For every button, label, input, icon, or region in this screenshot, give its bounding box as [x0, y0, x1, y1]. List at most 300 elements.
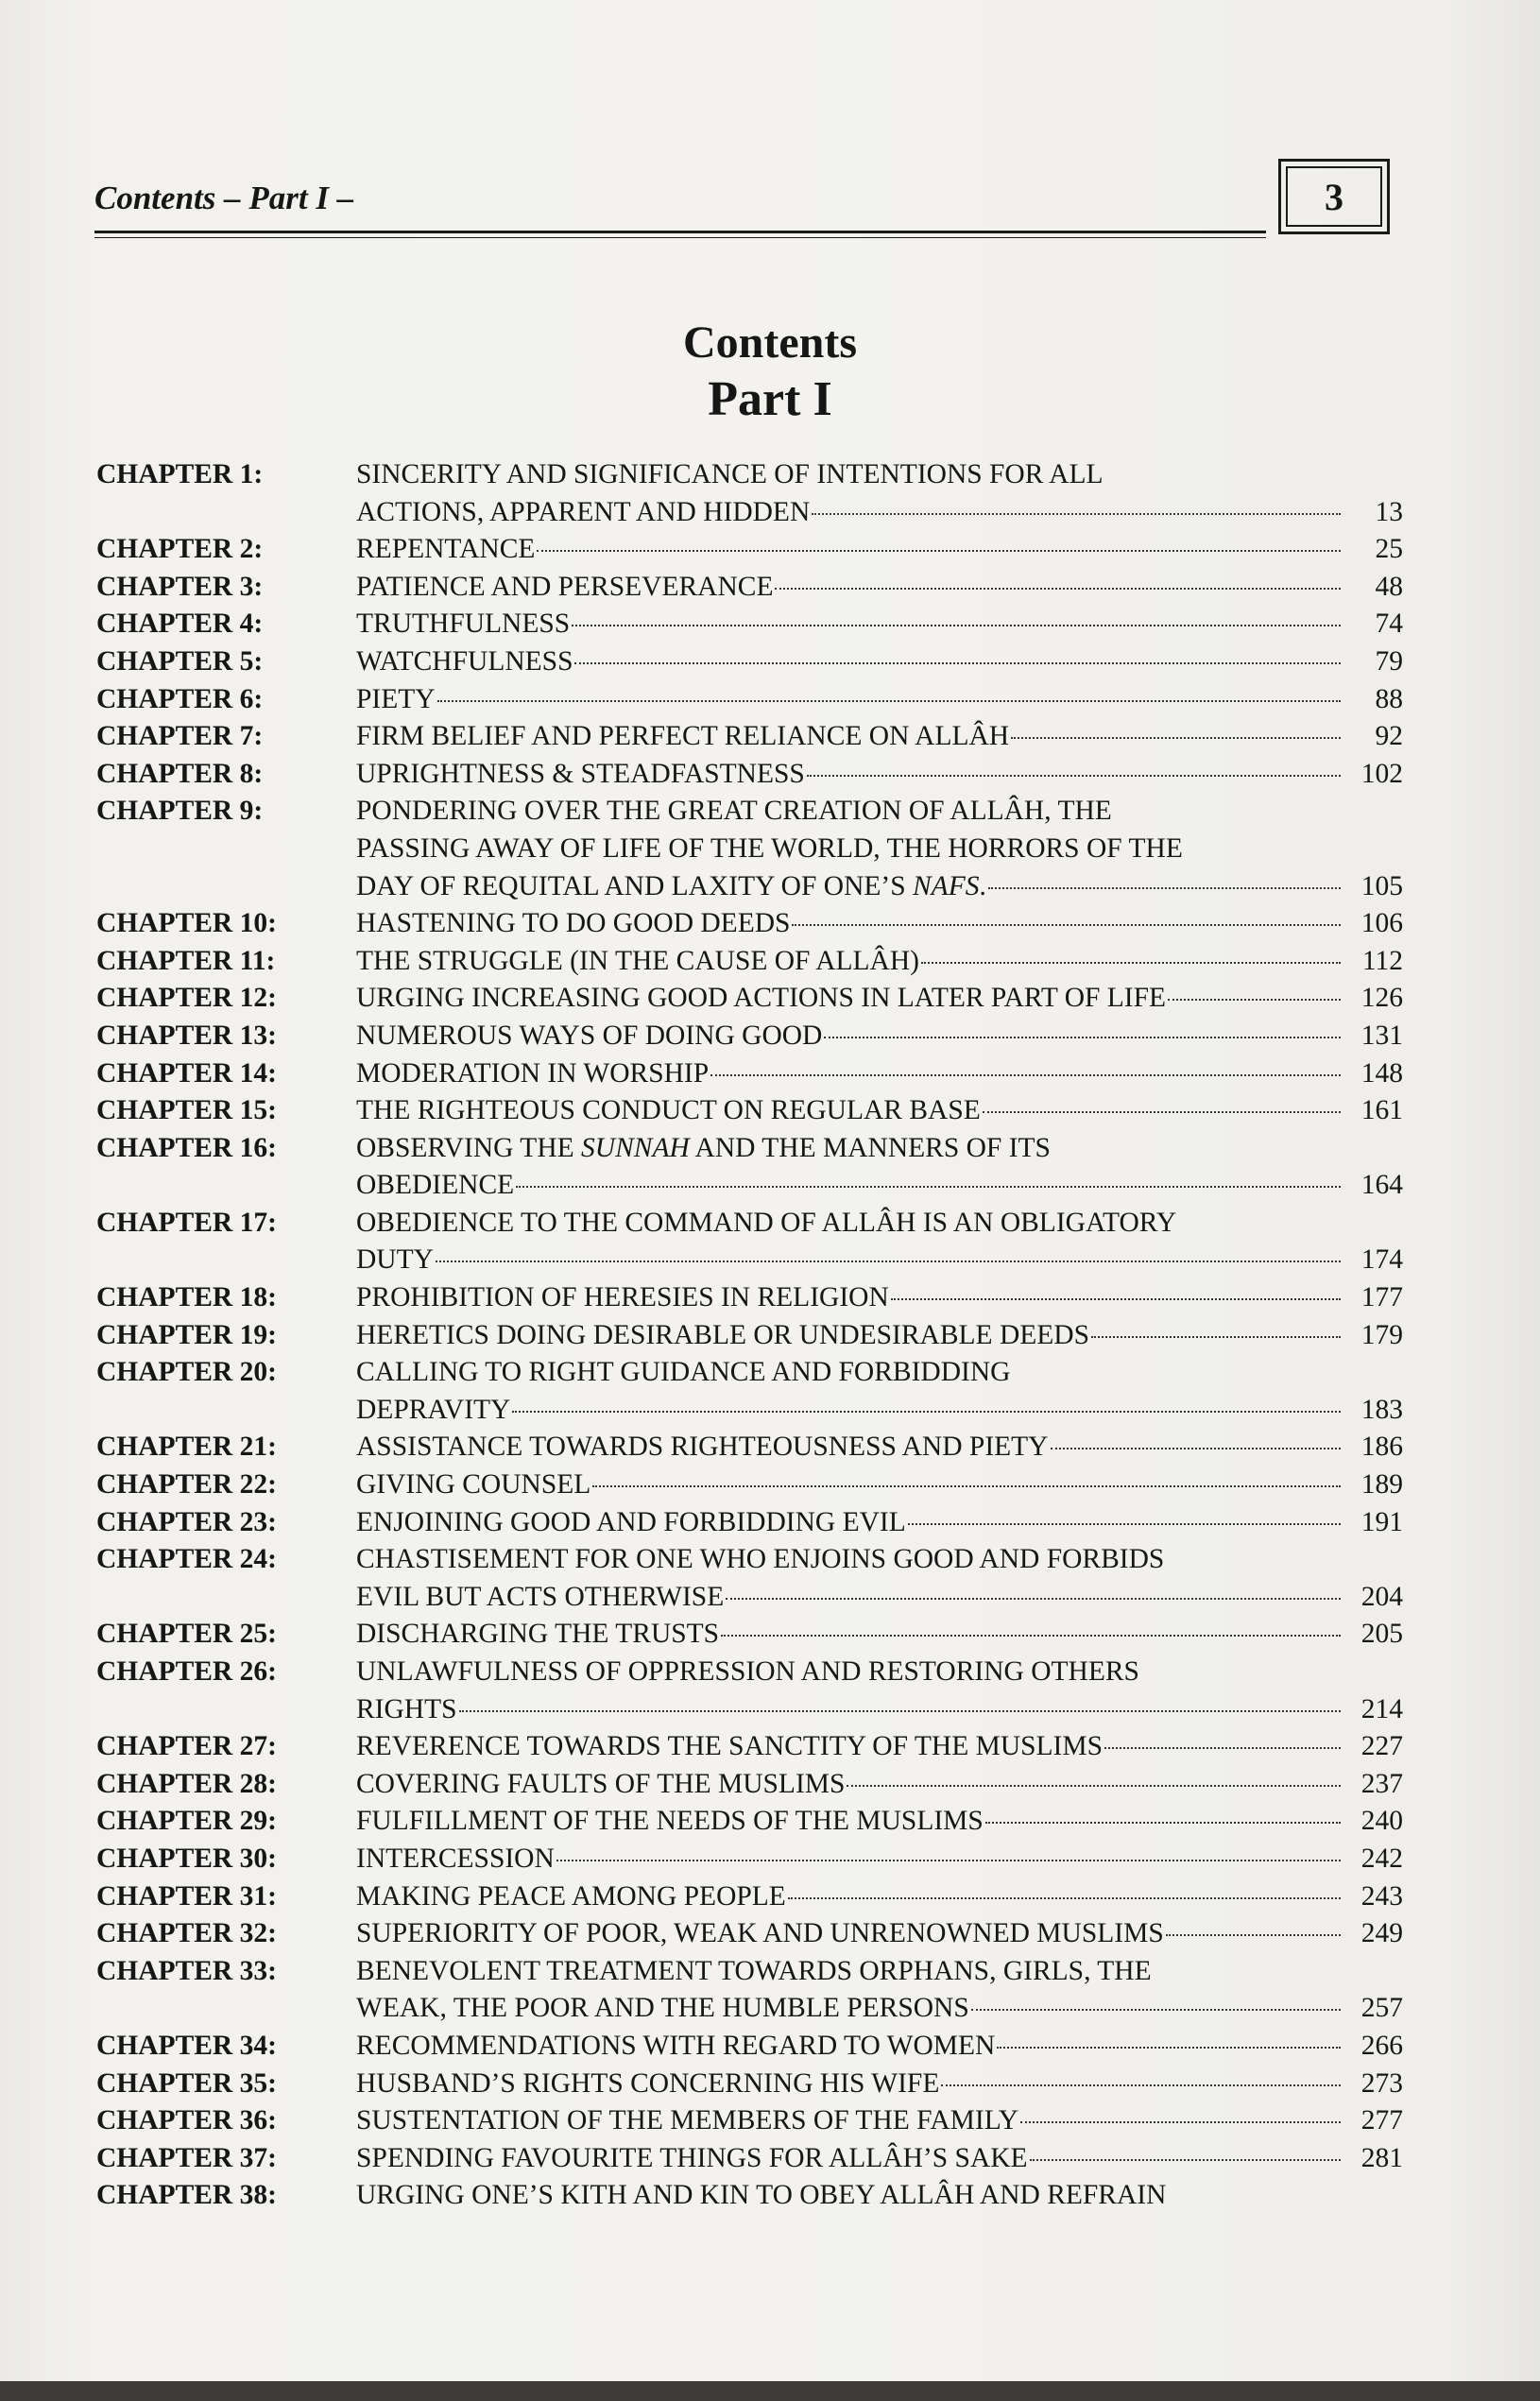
- chapter-title-line: [356, 1691, 1403, 1729]
- title-segment: URGING INCREASING GOOD ACTIONS IN LATER PART OF LIFE: [356, 983, 1167, 1014]
- page-number: 257: [1360, 1993, 1403, 2024]
- chapter-title: [356, 1018, 1403, 1055]
- page-number: 249: [1360, 1918, 1403, 1949]
- chapter-title: [356, 756, 1403, 794]
- chapter-label: CHAPTER 38:: [96, 2180, 277, 2211]
- chapter-label: CHAPTER 1:: [96, 459, 264, 489]
- chapter-title-text: [356, 494, 810, 532]
- toc-entry: [94, 1953, 1403, 2028]
- page-number: 25: [1375, 534, 1403, 565]
- chapter-title-line: [356, 2028, 1403, 2066]
- leader-dots: [921, 962, 1341, 964]
- title-segment: DEPRAVITY: [356, 1394, 511, 1425]
- chapter-label: CHAPTER 20:: [96, 1357, 277, 1388]
- chapter-title-line: [356, 569, 1403, 607]
- chapter-label: CHAPTER 3:: [96, 571, 264, 602]
- toc-entry: [94, 1466, 1403, 1504]
- chapter-label: CHAPTER 25:: [96, 1619, 277, 1650]
- chapter-title-line: [356, 1616, 1403, 1654]
- chapter-title: [356, 1915, 1403, 1953]
- page-number: 277: [1360, 2105, 1403, 2136]
- chapter-title-text: [356, 1616, 719, 1654]
- page-number: 74: [1375, 609, 1403, 640]
- page-number: 266: [1360, 2030, 1403, 2061]
- chapter-title-line: [356, 905, 1403, 943]
- chapter-title-text: [356, 943, 919, 981]
- chapter-title: [356, 1130, 1403, 1205]
- chapter-title-line: [356, 868, 1403, 906]
- chapter-title-line: [356, 718, 1403, 756]
- page-number: 106: [1360, 908, 1403, 939]
- chapter-title: [356, 456, 1403, 531]
- leader-dots: [792, 924, 1341, 926]
- chapter-title-text: [356, 606, 570, 643]
- chapter-title-line: [356, 1018, 1403, 1055]
- chapter-title: [356, 606, 1403, 643]
- page-number: 79: [1375, 645, 1403, 677]
- chapter-title-text: [356, 980, 1166, 1018]
- chapter-title-line: CALLING TO RIGHT GUIDANCE AND FORBIDDING: [356, 1357, 1011, 1388]
- chapter-title: [356, 980, 1403, 1018]
- title-segment: TRUTHFULNESS: [356, 609, 571, 640]
- chapter-title-line: [356, 1392, 1403, 1430]
- chapter-title: [356, 1429, 1403, 1466]
- chapter-label: CHAPTER 32:: [96, 1918, 277, 1949]
- chapter-title-text: [356, 531, 535, 569]
- toc-entry: [94, 1092, 1403, 1130]
- leader-dots: [812, 513, 1341, 515]
- chapter-title-line: [356, 2177, 1403, 2215]
- header-rule-thin: [94, 237, 1266, 238]
- chapter-title-line: [356, 2102, 1403, 2140]
- chapter-title-text: [356, 1429, 1049, 1466]
- title-segment: NUMEROUS WAYS OF DOING GOOD: [356, 1020, 823, 1051]
- page-number: 48: [1375, 571, 1403, 602]
- chapter-title-line: [356, 531, 1403, 569]
- chapter-title: [356, 2066, 1403, 2103]
- title-segment: UPRIGHTNESS & STEADFASTNESS: [356, 758, 805, 789]
- toc-entry: [94, 569, 1403, 607]
- chapter-label: CHAPTER 37:: [96, 2142, 277, 2173]
- title-segment: ENJOINING GOOD AND FORBIDDING EVIL: [356, 1506, 906, 1537]
- chapter-title-line: [356, 1167, 1403, 1205]
- toc-entry: [94, 2177, 1403, 2215]
- toc-entry: [94, 793, 1403, 905]
- title-segment: REPENTANCE: [356, 534, 536, 565]
- chapter-label: CHAPTER 23:: [96, 1506, 277, 1537]
- chapter-title: [356, 1841, 1403, 1878]
- chapter-title-line: [356, 1429, 1403, 1466]
- leader-dots: [537, 550, 1341, 552]
- page-number: 189: [1360, 1469, 1403, 1501]
- leader-dots: [437, 700, 1341, 702]
- leader-dots: [788, 1897, 1341, 1899]
- title-segment: URGING ONE’S KITH AND KIN TO OBEY ALLÂH AND REFRAIN: [356, 2180, 1167, 2211]
- chapter-title-line: [356, 1841, 1403, 1878]
- chapter-title-text: [356, 2028, 995, 2066]
- chapter-title-line: [356, 494, 1403, 532]
- page-number: 161: [1360, 1095, 1403, 1126]
- page-number: 105: [1360, 870, 1403, 901]
- page-number: 214: [1360, 1693, 1403, 1724]
- leader-dots: [1020, 2121, 1341, 2123]
- chapter-title-text: [356, 1878, 786, 1916]
- leader-dots: [436, 1261, 1341, 1262]
- title-segment: ACTIONS, APPARENT AND HIDDEN: [356, 496, 811, 527]
- toc-entry: [94, 1279, 1403, 1317]
- chapter-title: [356, 569, 1403, 607]
- chapter-label: CHAPTER 21:: [96, 1432, 277, 1463]
- chapter-title-text: [356, 1055, 709, 1093]
- chapter-title-line: SINCERITY AND SIGNIFICANCE OF INTENTIONS FOR ALL: [356, 459, 1104, 489]
- page-number: 177: [1360, 1282, 1403, 1313]
- title-segment: MAKING PEACE AMONG PEOPLE: [356, 1880, 786, 1912]
- chapter-label: CHAPTER 26:: [96, 1656, 277, 1687]
- toc-entry: [94, 1766, 1403, 1804]
- leader-dots: [983, 1111, 1341, 1113]
- chapter-title-text: [356, 905, 790, 943]
- chapter-title-text: [356, 1466, 590, 1504]
- chapter-title: [356, 1654, 1403, 1728]
- leader-dots: [985, 1822, 1341, 1824]
- chapter-title-line: [356, 1990, 1403, 2028]
- page-number: 179: [1360, 1319, 1403, 1350]
- chapter-title: [356, 1205, 1403, 1279]
- title-segment: NAFS: [913, 870, 980, 901]
- page-number: 13: [1375, 496, 1403, 527]
- title-segment: DAY OF REQUITAL AND LAXITY OF ONE’S: [356, 870, 913, 901]
- title-segment: .: [979, 870, 986, 901]
- chapter-title: [356, 1279, 1403, 1317]
- toc-entry: [94, 1728, 1403, 1766]
- leader-dots: [971, 2009, 1341, 2011]
- page-number: 164: [1360, 1170, 1403, 1201]
- chapter-title: [356, 1766, 1403, 1804]
- chapter-title-text: [356, 2102, 1018, 2140]
- toc-entry: [94, 980, 1403, 1018]
- title-segment: EVIL BUT ACTS OTHERWISE: [356, 1581, 725, 1612]
- chapter-label: CHAPTER 10:: [96, 908, 277, 939]
- toc-entry: [94, 1205, 1403, 1279]
- chapter-title-line: CHASTISEMENT FOR ONE WHO ENJOINS GOOD AND FORBIDS: [356, 1544, 1165, 1575]
- leader-dots: [710, 1074, 1341, 1076]
- title-segment: HASTENING TO DO GOOD DEEDS: [356, 908, 791, 939]
- page-number: 186: [1360, 1432, 1403, 1463]
- chapter-title-line: [356, 1317, 1403, 1355]
- page-number: 242: [1360, 1843, 1403, 1874]
- page-number-box: [1278, 159, 1390, 234]
- toc-entry: [94, 1915, 1403, 1953]
- chapter-label: CHAPTER 4:: [96, 609, 264, 640]
- chapter-title: [356, 2177, 1403, 2215]
- page-number: 112: [1361, 945, 1403, 976]
- chapter-title-line: PASSING AWAY OF LIFE OF THE WORLD, THE HORRORS OF THE: [356, 832, 1183, 864]
- toc-entry: [94, 1541, 1403, 1616]
- title-segment: FIRM BELIEF AND PERFECT RELIANCE ON ALLÂH: [356, 721, 1010, 752]
- toc-entry: [94, 718, 1403, 756]
- title-segment: GIVING COUNSEL: [356, 1469, 591, 1501]
- chapter-title: [356, 1728, 1403, 1766]
- leader-dots: [891, 1298, 1341, 1300]
- chapter-title: [356, 681, 1403, 719]
- toc-entry: [94, 2028, 1403, 2066]
- chapter-title-line: BENEVOLENT TREATMENT TOWARDS ORPHANS, GIRLS, THE: [356, 1955, 1152, 1986]
- chapter-title-line: [356, 943, 1403, 981]
- page-number: 243: [1360, 1880, 1403, 1912]
- chapter-title: [356, 793, 1403, 905]
- leader-dots: [1166, 1934, 1341, 1936]
- chapter-title-text: [356, 681, 436, 719]
- chapter-title-line: PONDERING OVER THE GREAT CREATION OF ALLÂH, THE: [356, 796, 1112, 827]
- chapter-title: [356, 1354, 1403, 1429]
- chapter-title: [356, 943, 1403, 981]
- chapter-title: [356, 2028, 1403, 2066]
- title-segment: FULFILLMENT OF THE NEEDS OF THE MUSLIMS: [356, 1806, 984, 1837]
- leader-dots: [512, 1411, 1341, 1413]
- chapter-label: CHAPTER 28:: [96, 1768, 277, 1799]
- toc-entry: [94, 1803, 1403, 1841]
- chapter-title-text: [356, 1803, 984, 1841]
- title-segment: THE RIGHTEOUS CONDUCT ON REGULAR BASE: [356, 1095, 981, 1126]
- chapter-title-line: [356, 681, 1403, 719]
- toc-entry: [94, 1878, 1403, 1916]
- title-segment: REVERENCE TOWARDS THE SANCTITY OF THE MUSLIMS: [356, 1731, 1104, 1762]
- title-segment: PATIENCE AND PERSEVERANCE: [356, 571, 774, 602]
- chapter-title-line: [356, 1055, 1403, 1093]
- chapter-title: [356, 1055, 1403, 1093]
- page-subtitle: Part I: [708, 372, 832, 426]
- chapter-title: [356, 531, 1403, 569]
- page-number: 227: [1360, 1731, 1403, 1762]
- chapter-title-line: [356, 1466, 1403, 1504]
- title-segment: RECOMMENDATIONS WITH REGARD TO WOMEN: [356, 2030, 996, 2061]
- chapter-title: [356, 2140, 1403, 2178]
- header-rule: [94, 231, 1266, 233]
- toc-entry: [94, 1841, 1403, 1878]
- chapter-title: [356, 1616, 1403, 1654]
- chapter-label: CHAPTER 13:: [96, 1020, 277, 1051]
- chapter-title: [356, 718, 1403, 756]
- page-number: 131: [1360, 1020, 1403, 1051]
- chapter-label: CHAPTER 8:: [96, 758, 264, 789]
- chapter-label: CHAPTER 7:: [96, 721, 264, 752]
- title-segment: AND THE MANNERS OF ITS: [689, 1132, 1051, 1163]
- page-number: 92: [1375, 721, 1403, 752]
- leader-dots: [592, 1485, 1341, 1487]
- chapter-title-line: UNLAWFULNESS OF OPPRESSION AND RESTORING OTHERS: [356, 1656, 1139, 1687]
- page-number: 126: [1360, 983, 1403, 1014]
- leader-dots: [1051, 1448, 1342, 1449]
- page-title: Contents: [682, 317, 857, 368]
- chapter-label: CHAPTER 16:: [96, 1132, 277, 1163]
- chapter-title-text: [356, 756, 805, 794]
- title-segment: WEAK, THE POOR AND THE HUMBLE PERSONS: [356, 1993, 969, 2024]
- toc-entry: [94, 643, 1403, 681]
- page-header: [94, 159, 1394, 242]
- title-segment: PROHIBITION OF HERESIES IN RELIGION: [356, 1282, 889, 1313]
- toc-entry: [94, 1130, 1403, 1205]
- leader-dots: [775, 588, 1341, 590]
- chapter-title: [356, 1878, 1403, 1916]
- chapter-title: [356, 1953, 1403, 2028]
- toc-entry: [94, 1055, 1403, 1093]
- title-segment: ASSISTANCE TOWARDS RIGHTEOUSNESS AND PIETY: [356, 1432, 1049, 1463]
- toc-entry: [94, 1616, 1403, 1654]
- page-number: 273: [1360, 2067, 1403, 2099]
- toc-entry: [94, 1429, 1403, 1466]
- chapter-title: [356, 1317, 1403, 1355]
- title-segment: SPENDING FAVOURITE THINGS FOR ALLÂH’S SAKE: [356, 2142, 1028, 2173]
- chapter-title-text: [356, 1279, 889, 1317]
- chapter-title-text: [356, 2140, 1028, 2178]
- leader-dots: [572, 625, 1341, 626]
- chapter-title-line: [356, 1242, 1403, 1279]
- chapter-title: [356, 1803, 1403, 1841]
- toc-entry: [94, 1654, 1403, 1728]
- chapter-title-text: [356, 643, 573, 681]
- chapter-title-line: OBEDIENCE TO THE COMMAND OF ALLÂH IS AN OBLIGATORY: [356, 1207, 1177, 1238]
- toc-entry: [94, 1354, 1403, 1429]
- chapter-title-line: [356, 643, 1403, 681]
- title-segment: SUSTENTATION OF THE MEMBERS OF THE FAMILY: [356, 2105, 1019, 2136]
- chapter-title-text: [356, 1579, 724, 1617]
- title-segment: MODERATION IN WORSHIP: [356, 1057, 710, 1089]
- page-number: 148: [1360, 1057, 1403, 1089]
- chapter-title-text: [356, 1242, 434, 1279]
- leader-dots: [941, 2084, 1341, 2086]
- title-segment: WATCHFULNESS: [356, 645, 573, 677]
- title-segment: INTERCESSION: [356, 1843, 555, 1874]
- page-number: 102: [1360, 758, 1403, 789]
- chapter-title-text: [356, 569, 773, 607]
- chapter-title-text: [356, 1317, 1089, 1355]
- chapter-title-line: [356, 980, 1403, 1018]
- leader-dots: [824, 1037, 1341, 1038]
- chapter-label: CHAPTER 27:: [96, 1731, 277, 1762]
- toc-entry: [94, 606, 1403, 643]
- leader-dots: [1030, 2159, 1341, 2161]
- title-segment: THE STRUGGLE (IN THE CAUSE OF ALLÂH): [356, 945, 919, 976]
- chapter-title: [356, 1504, 1403, 1542]
- leader-dots: [1091, 1336, 1341, 1338]
- title-segment: SUNNAH: [581, 1132, 690, 1163]
- chapter-label: CHAPTER 22:: [96, 1469, 277, 1501]
- page-number: 88: [1375, 683, 1403, 714]
- leader-dots: [1011, 737, 1341, 739]
- chapter-label: CHAPTER 19:: [96, 1319, 277, 1350]
- chapter-title-text: [356, 868, 986, 906]
- page-number: 174: [1360, 1244, 1403, 1276]
- leader-dots: [988, 887, 1341, 889]
- leader-dots: [459, 1710, 1341, 1712]
- chapter-label: CHAPTER 15:: [96, 1095, 277, 1126]
- chapter-title: [356, 1092, 1403, 1130]
- page-number: 240: [1360, 1806, 1403, 1837]
- chapter-label: CHAPTER 29:: [96, 1806, 277, 1837]
- chapter-title-text: [356, 1167, 514, 1205]
- chapter-label: CHAPTER 24:: [96, 1544, 277, 1575]
- chapter-label: CHAPTER 17:: [96, 1207, 277, 1238]
- chapter-label: CHAPTER 6:: [96, 683, 264, 714]
- chapter-title-text: [356, 1841, 555, 1878]
- title-segment: RIGHTS: [356, 1693, 457, 1724]
- chapter-title-text: [356, 1504, 906, 1542]
- page-number: 191: [1360, 1506, 1403, 1537]
- toc-entry: [94, 1018, 1403, 1055]
- chapter-title-line: [356, 1504, 1403, 1542]
- page-number: 205: [1360, 1619, 1403, 1650]
- chapter-title-line: [356, 1766, 1403, 1804]
- page-number: 3: [1286, 166, 1382, 227]
- chapter-title-text: [356, 1392, 510, 1430]
- leader-dots: [726, 1598, 1341, 1600]
- title-segment: PIETY: [356, 683, 436, 714]
- toc-entry: [94, 1317, 1403, 1355]
- running-head: Contents – Part I –: [94, 180, 354, 216]
- toc-entry: [94, 2140, 1403, 2178]
- chapter-label: CHAPTER 9:: [96, 796, 264, 827]
- chapter-title-line: [356, 1130, 1403, 1168]
- toc-entry: [94, 2102, 1403, 2140]
- toc-entry: [94, 943, 1403, 981]
- leader-dots: [556, 1860, 1341, 1861]
- page-number: 183: [1360, 1394, 1403, 1425]
- chapter-label: CHAPTER 36:: [96, 2105, 277, 2136]
- chapter-title-line: [356, 1579, 1403, 1617]
- title-segment: DUTY: [356, 1244, 434, 1276]
- chapter-label: CHAPTER 2:: [96, 534, 264, 565]
- toc-entry: [94, 681, 1403, 719]
- chapter-label: CHAPTER 30:: [96, 1843, 277, 1874]
- toc-entry: [94, 905, 1403, 943]
- chapter-title-line: [356, 1728, 1403, 1766]
- chapter-title-line: [356, 756, 1403, 794]
- chapter-label: CHAPTER 12:: [96, 983, 277, 1014]
- page-edge: [0, 2381, 1540, 2401]
- leader-dots: [997, 2047, 1341, 2049]
- chapter-title-text: [356, 1915, 1164, 1953]
- table-of-contents: [94, 456, 1403, 2215]
- chapter-label: CHAPTER 18:: [96, 1282, 277, 1313]
- chapter-title-text: [356, 1092, 981, 1130]
- title-segment: SUPERIORITY OF POOR, WEAK AND UNRENOWNED MUSLIMS: [356, 1918, 1164, 1949]
- leader-dots: [721, 1635, 1341, 1637]
- title-segment: COVERING FAULTS OF THE MUSLIMS: [356, 1768, 846, 1799]
- chapter-title-line: [356, 1915, 1403, 1953]
- chapter-title-line: [356, 1092, 1403, 1130]
- chapter-title: [356, 2102, 1403, 2140]
- chapter-title-line: [356, 1803, 1403, 1841]
- toc-entry: [94, 456, 1403, 531]
- toc-entry: [94, 1504, 1403, 1542]
- chapter-label: CHAPTER 31:: [96, 1880, 277, 1912]
- title-segment: HUSBAND’S RIGHTS CONCERNING HIS WIFE: [356, 2067, 940, 2099]
- chapter-title-text: [356, 1766, 845, 1804]
- chapter-title-text: [356, 1691, 457, 1729]
- leader-dots: [847, 1785, 1341, 1787]
- chapter-label: CHAPTER 5:: [96, 645, 264, 677]
- toc-entry: [94, 531, 1403, 569]
- title-segment: HERETICS DOING DESIRABLE OR UNDESIRABLE DEEDS: [356, 1319, 1090, 1350]
- chapter-title: [356, 643, 1403, 681]
- leader-dots: [908, 1523, 1341, 1525]
- title-segment: DISCHARGING THE TRUSTS: [356, 1619, 720, 1650]
- page-number: 204: [1360, 1581, 1403, 1612]
- chapter-title-text: [356, 1018, 822, 1055]
- leader-dots: [574, 662, 1341, 664]
- chapter-title-text: [356, 718, 1009, 756]
- chapter-title-line: [356, 1878, 1403, 1916]
